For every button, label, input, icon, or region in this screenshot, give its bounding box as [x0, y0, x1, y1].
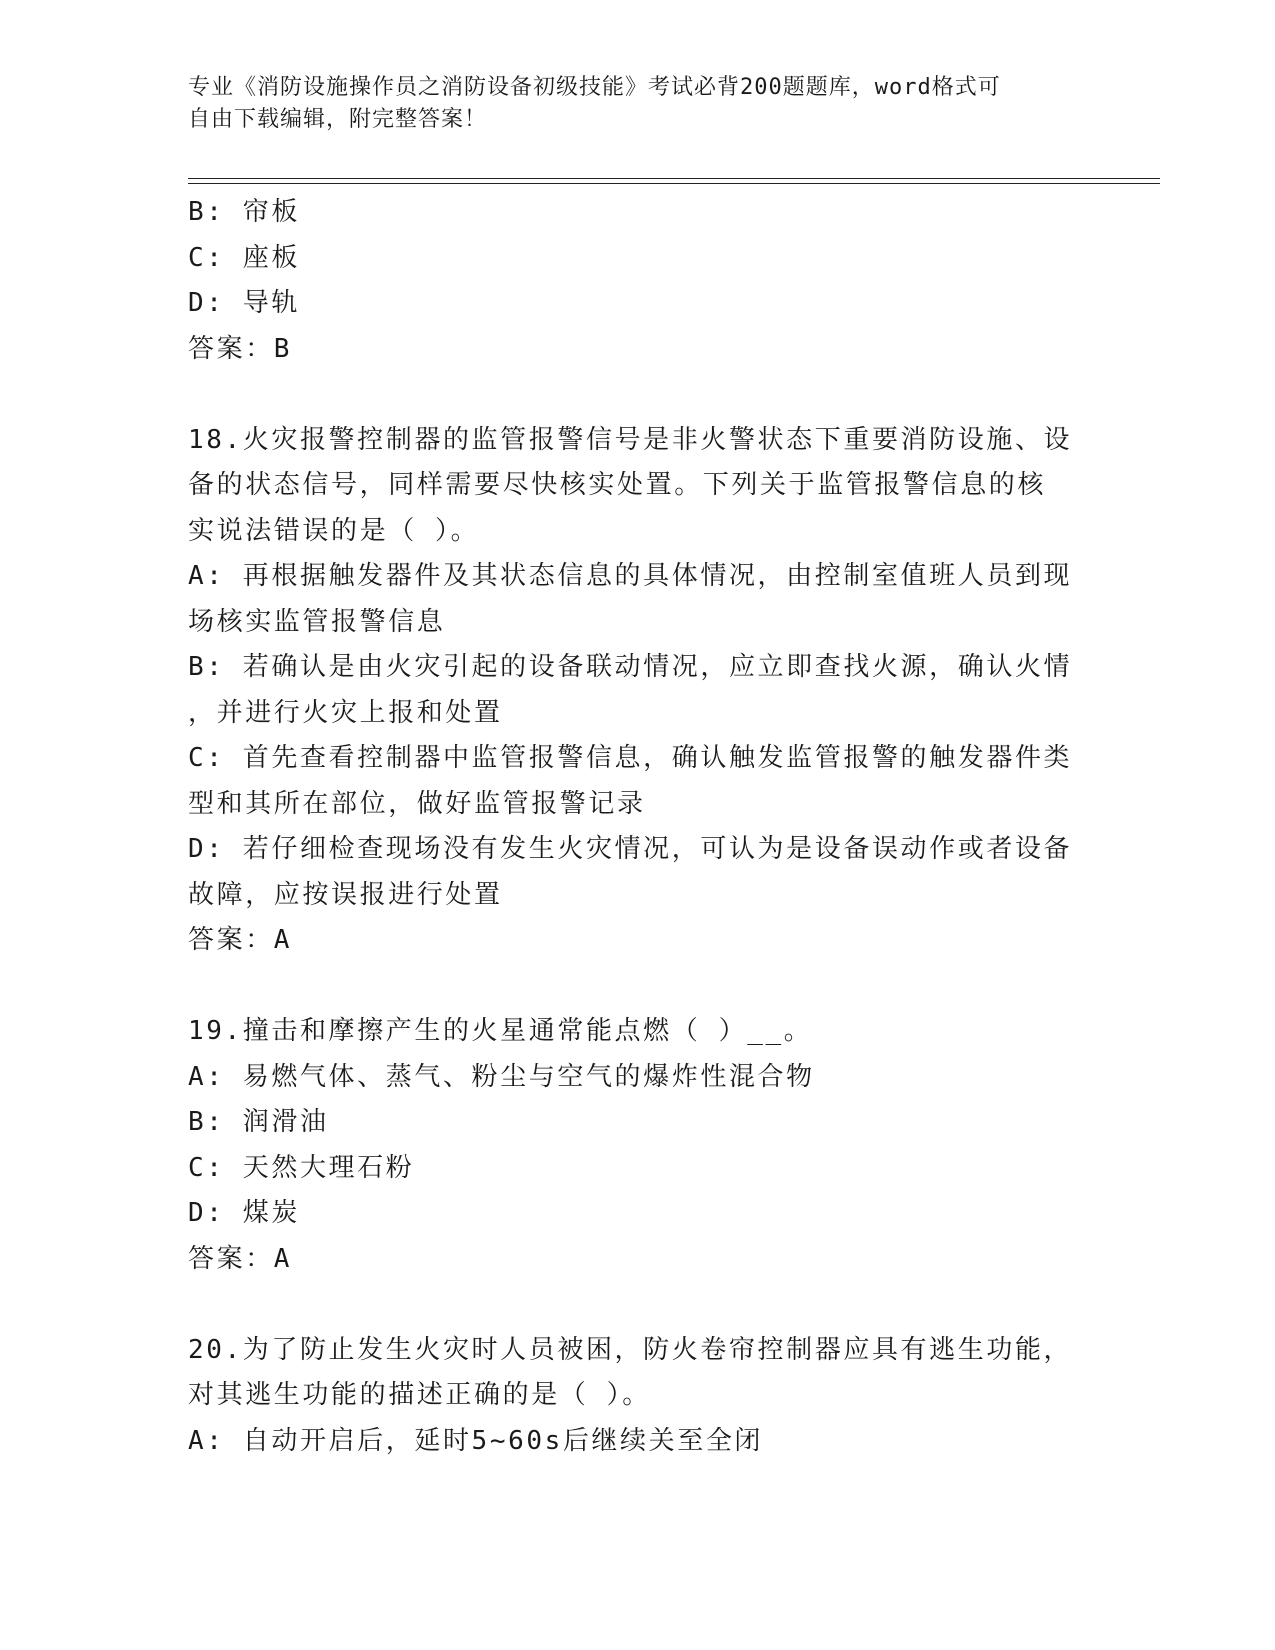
q18-option-c-line-2: 型和其所在部位，做好监管报警记录 [188, 788, 646, 819]
spacer [188, 372, 1088, 418]
header-rule-bottom [188, 183, 1160, 184]
q18-option-d-line-2: 故障，应按误报进行处置 [188, 879, 503, 910]
q18-option-a-line-2: 场核实监管报警信息 [188, 606, 446, 637]
q18-option-a-line-1: A: 再根据触发器件及其状态信息的具体情况，由控制室值班人员到现 [188, 561, 1073, 591]
prev-option-b: B: 帘板 [188, 197, 300, 227]
spacer [188, 964, 1088, 1010]
q18-answer: 答案：A [188, 925, 293, 955]
q19-option-a: A: 易燃气体、蒸气、粉尘与空气的爆炸性混合物 [188, 1061, 815, 1092]
q19-option-c: C: 天然大理石粉 [188, 1152, 415, 1183]
q18-stem-line-3: 实说法错误的是（ ）。 [188, 515, 480, 546]
q18-stem-line-1: 18.火灾报警控制器的监管报警信号是非火警状态下重要消防设施、设 [188, 424, 1073, 455]
q18-stem-line-2: 备的状态信号，同样需要尽快核实处置。下列关于监管报警信息的核 [188, 470, 1047, 500]
q19-option-b: B: 润滑油 [188, 1107, 329, 1137]
q20-option-a: A: 自动开启后，延时5~60s后继续关至全闭 [188, 1425, 764, 1456]
q18-option-d-line-1: D: 若仔细检查现场没有发生火灾情况，可认为是设备误动作或者设备 [188, 834, 1073, 864]
header-rule-top [188, 178, 1160, 179]
prev-option-d: D: 导轨 [188, 288, 300, 318]
header-line-1: 专业《消防设施操作员之消防设备初级技能》考试必背200题题库，word格式可 [188, 75, 1001, 100]
q18-option-c-line-1: C: 首先查看控制器中监管报警信息，确认触发监管报警的触发器件类 [188, 743, 1073, 773]
q20-stem-line-1: 20.为了防止发生火灾时人员被困，防火卷帘控制器应具有逃生功能， [188, 1334, 1073, 1365]
header-line-2: 自由下载编辑，附完整答案！ [188, 107, 488, 132]
q19-stem: 19.撞击和摩擦产生的火星通常能点燃（ ）__。 [188, 1016, 813, 1046]
q18-option-b-line-2: ，并进行火灾上报和处置 [188, 697, 503, 728]
spacer [188, 1282, 1088, 1328]
q18-option-b-line-1: B: 若确认是由火灾引起的设备联动情况，应立即查找火源，确认火情 [188, 652, 1073, 682]
q20-stem-line-2: 对其逃生功能的描述正确的是（ ）。 [188, 1380, 651, 1410]
page-header [188, 72, 1088, 136]
prev-option-c: C: 座板 [188, 242, 300, 273]
prev-answer: 答案：B [188, 333, 293, 364]
q19-option-d: D: 煤炭 [188, 1198, 300, 1228]
q19-answer: 答案：A [188, 1243, 293, 1274]
question-content [188, 190, 1088, 1464]
